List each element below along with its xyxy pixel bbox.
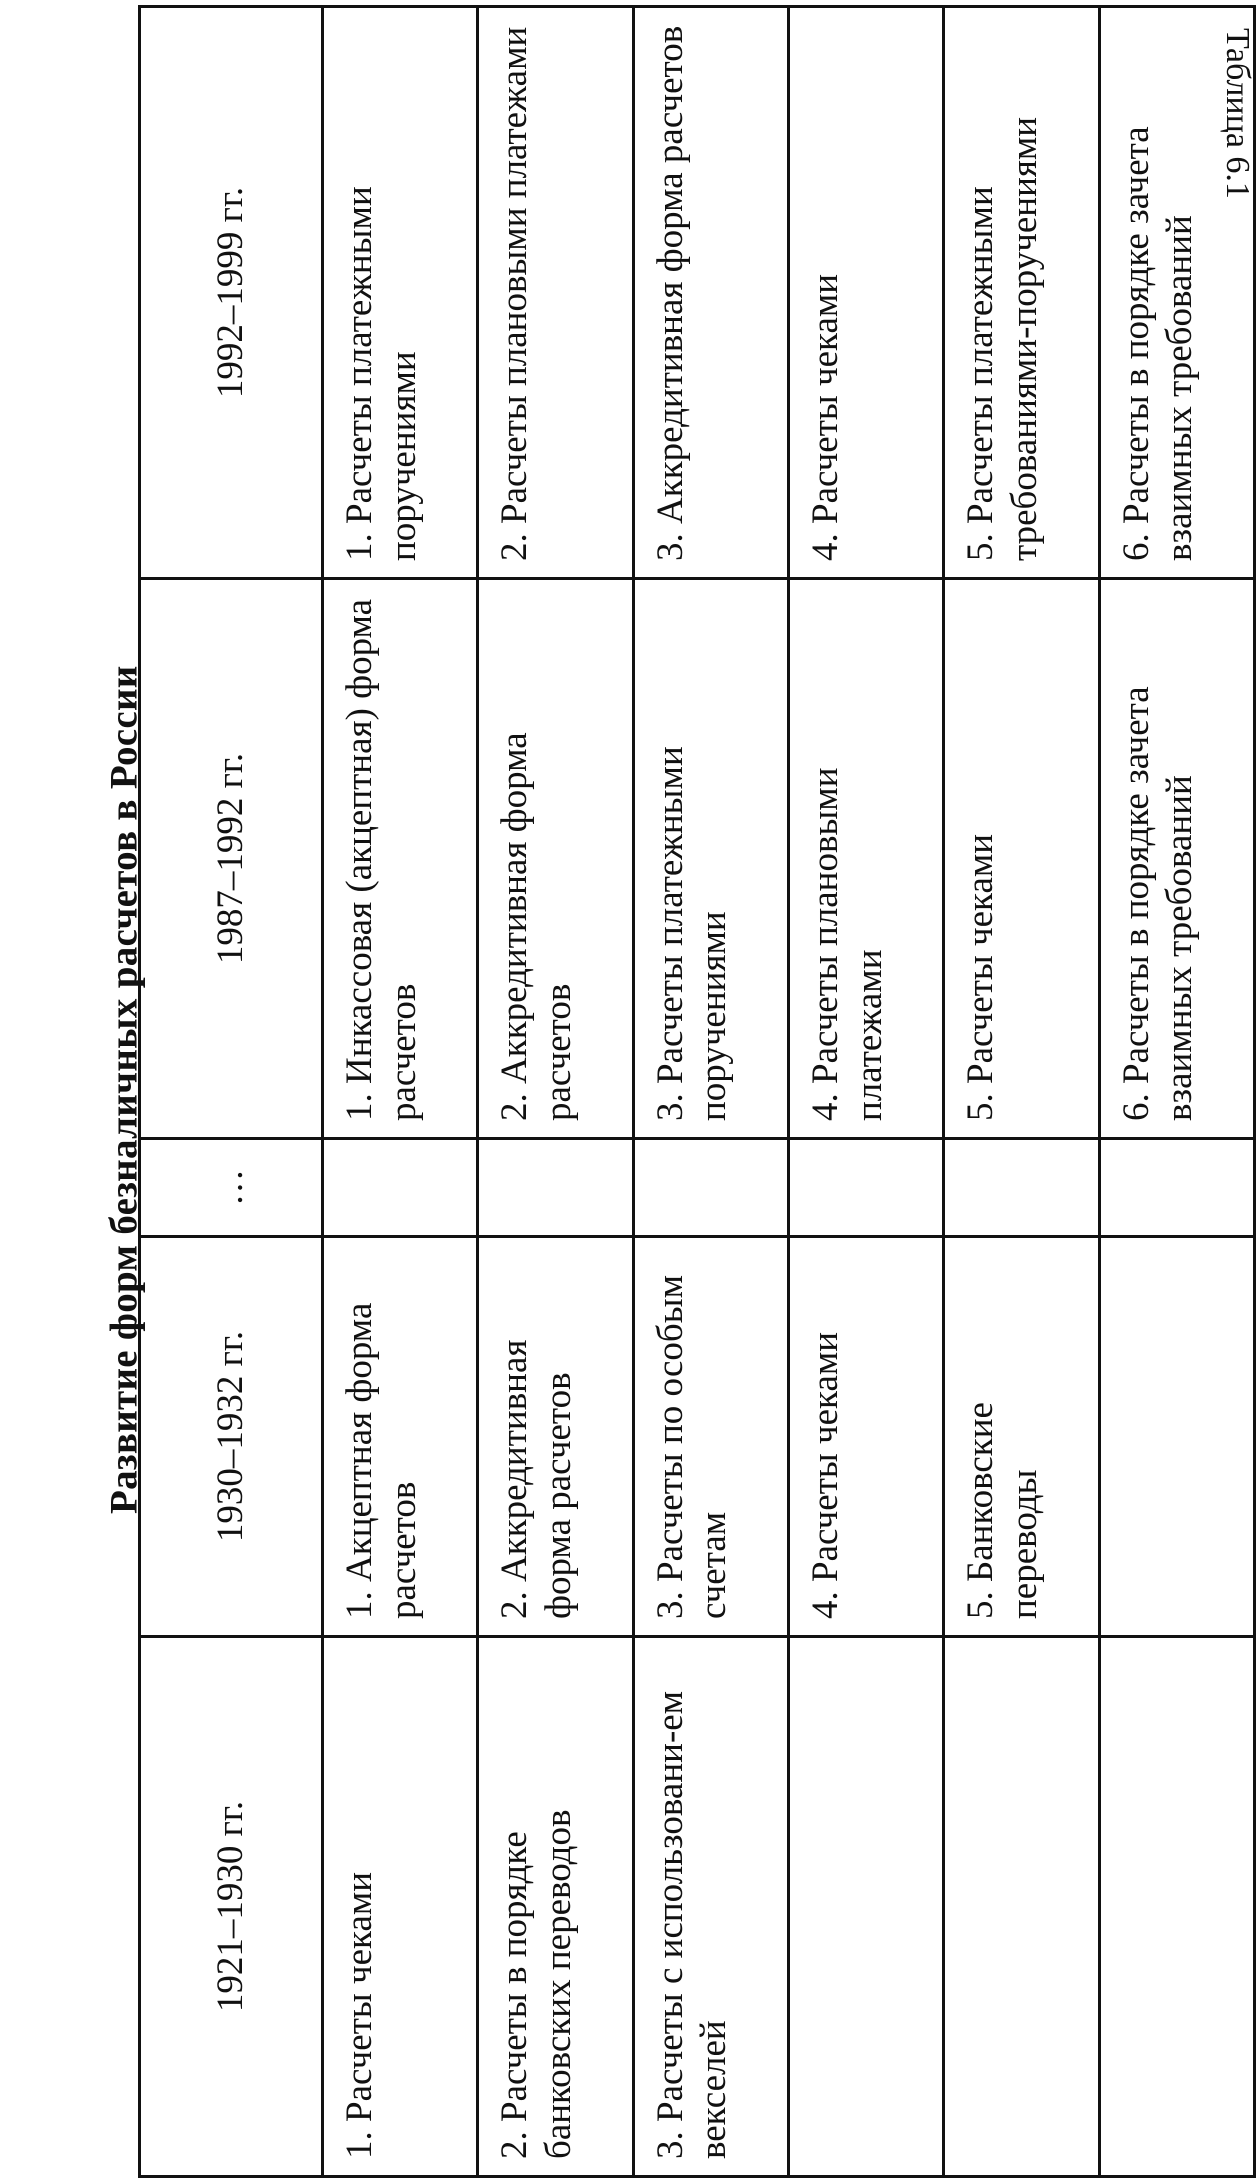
table-cell: 4. Расчеты чеками xyxy=(788,7,943,579)
table-cell: 5. Расчеты чеками xyxy=(944,579,1099,1139)
table-cell: 2. Расчеты плановыми платежами xyxy=(478,7,633,579)
table-cell: 1. Расчеты чеками xyxy=(323,1637,478,2177)
table-number-label: Таблица 6.1 xyxy=(1219,28,1256,199)
table-cell xyxy=(1099,1237,1254,1637)
table-row xyxy=(478,7,633,2177)
table-cell: 3. Расчеты платежными поручениями xyxy=(633,579,788,1139)
table-cell: 2. Расчеты в порядке банковских переводов xyxy=(478,1637,633,2177)
header-row xyxy=(140,7,323,2177)
table-title: Развитие форм безналичных расчетов в России xyxy=(102,665,146,1515)
column-header-1987-1992: 1987–1992 гг. xyxy=(140,579,323,1139)
table-cell: 4. Расчеты плановыми платежами xyxy=(788,579,943,1139)
table-cell: 1. Акцептная форма расчетов xyxy=(323,1237,478,1637)
table-cell: 3. Расчеты с использовани-ем векселей xyxy=(633,1637,788,2177)
table-cell xyxy=(788,1139,943,1237)
table-cell xyxy=(944,1637,1099,2177)
table-cell xyxy=(323,1139,478,1237)
table-cell: 5. Расчеты платежными требованиями-поручениями xyxy=(944,7,1099,579)
table-cell: 2. Аккредитивная форма расчетов xyxy=(478,1237,633,1637)
column-header-1930-1932: 1930–1932 гг. xyxy=(140,1237,323,1637)
table-row xyxy=(323,7,478,2177)
table-cell xyxy=(1099,1139,1254,1237)
table-cell xyxy=(633,1139,788,1237)
table-wrapper xyxy=(138,8,1256,2178)
column-header-1992-1999: 1992–1999 гг. xyxy=(140,7,323,579)
table-cell: 2. Аккредитивная форма расчетов xyxy=(478,579,633,1139)
table-cell: 6. Расчеты в порядке зачета взаимных требований xyxy=(1099,579,1254,1139)
settlement-forms-table xyxy=(138,5,1256,2178)
table-cell: 1. Инкассовая (акцептная) форма расчетов xyxy=(323,579,478,1139)
table-cell xyxy=(788,1637,943,2177)
table-row xyxy=(633,7,788,2177)
table-cell: 3. Расчеты по особым счетам xyxy=(633,1237,788,1637)
table-cell xyxy=(478,1139,633,1237)
table-cell: 6. Расчеты в порядке зачета взаимных требований xyxy=(1099,7,1254,579)
column-header-1921-1930: 1921–1930 гг. xyxy=(140,1637,323,2177)
table-cell xyxy=(944,1139,1099,1237)
table-cell: 3. Аккредитивная форма расчетов xyxy=(633,7,788,579)
table-row xyxy=(788,7,943,2177)
table-cell: 4. Расчеты чеками xyxy=(788,1237,943,1637)
column-header-ellipsis: … xyxy=(140,1139,323,1237)
table-cell xyxy=(1099,1637,1254,2177)
table-cell: 1. Расчеты платежными поручениями xyxy=(323,7,478,579)
table-row xyxy=(1099,7,1254,2177)
table-row xyxy=(944,7,1099,2177)
table-cell: 5. Банковские переводы xyxy=(944,1237,1099,1637)
